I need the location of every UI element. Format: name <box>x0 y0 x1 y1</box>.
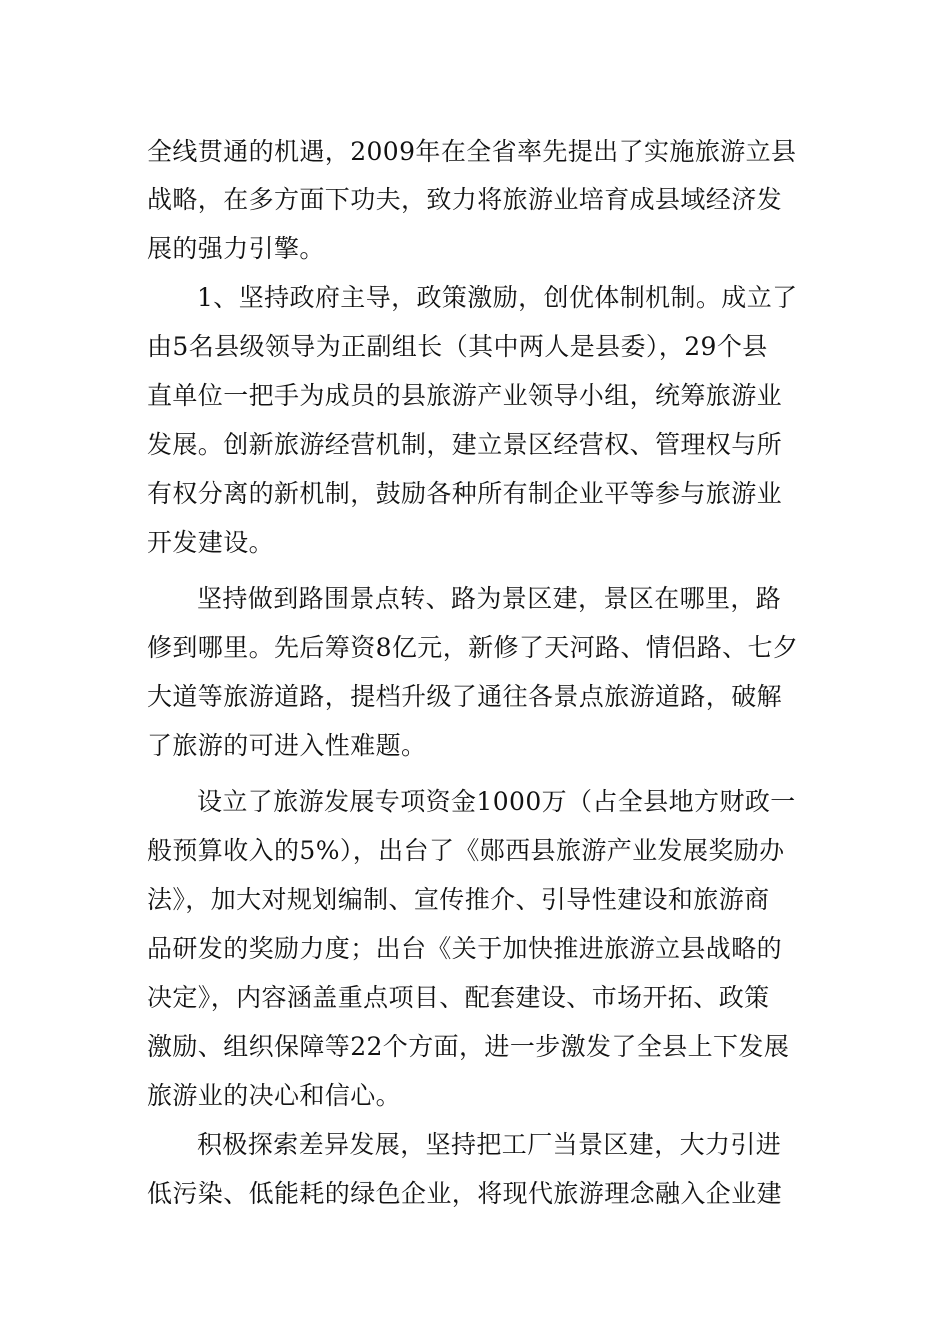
paragraph-first-line: 设立了旅游发展专项资金1000万（占全县地方财政一 <box>197 787 796 816</box>
text-line: 发展。创新旅游经营机制，建立景区经营权、管理权与所 <box>147 430 783 459</box>
text-line: 决定》，内容涵盖重点项目、配套建设、市场开拓、政策 <box>147 983 770 1012</box>
paragraph-first-line: 坚持做到路围景点转、路为景区建，景区在哪里，路 <box>197 584 782 613</box>
paragraph-first-line: 积极探索差异发展，坚持把工厂当景区建，大力引进 <box>197 1130 782 1159</box>
text-line: 修到哪里。先后筹资8亿元，新修了天河路、情侣路、七夕 <box>147 633 799 662</box>
text-line: 开发建设。 <box>147 528 275 557</box>
text-line: 般预算收入的5%），出台了《郧西县旅游产业发展奖励办 <box>147 836 785 865</box>
text-line: 旅游业的决心和信心。 <box>147 1081 402 1110</box>
text-line: 了旅游的可进入性难题。 <box>147 731 427 760</box>
text-line: 大道等旅游道路，提档升级了通往各景点旅游道路，破解 <box>147 682 783 711</box>
text-line: 有权分离的新机制，鼓励各种所有制企业平等参与旅游业 <box>147 479 783 508</box>
text-line: 由5名县级领导为正副组长（其中两人是县委），29个县 <box>147 332 768 361</box>
text-line: 低污染、低能耗的绿色企业，将现代旅游理念融入企业建 <box>147 1179 783 1208</box>
text-line: 法》，加大对规划编制、宣传推介、引导性建设和旅游商 <box>147 885 770 914</box>
paragraph-first-line: 1、坚持政府主导，政策激励，创优体制机制。成立了 <box>197 283 798 312</box>
text-line: 战略，在多方面下功夫，致力将旅游业培育成县域经济发 <box>147 185 783 214</box>
text-line: 展的强力引擎。 <box>147 234 325 263</box>
text-line: 全线贯通的机遇，2009年在全省率先提出了实施旅游立县 <box>147 137 797 166</box>
text-line: 品研发的奖励力度；出台《关于加快推进旅游立县战略的 <box>147 934 783 963</box>
text-line: 激励、组织保障等22个方面，进一步激发了全县上下发展 <box>147 1032 790 1061</box>
text-line: 直单位一把手为成员的县旅游产业领导小组，统筹旅游业 <box>147 381 783 410</box>
